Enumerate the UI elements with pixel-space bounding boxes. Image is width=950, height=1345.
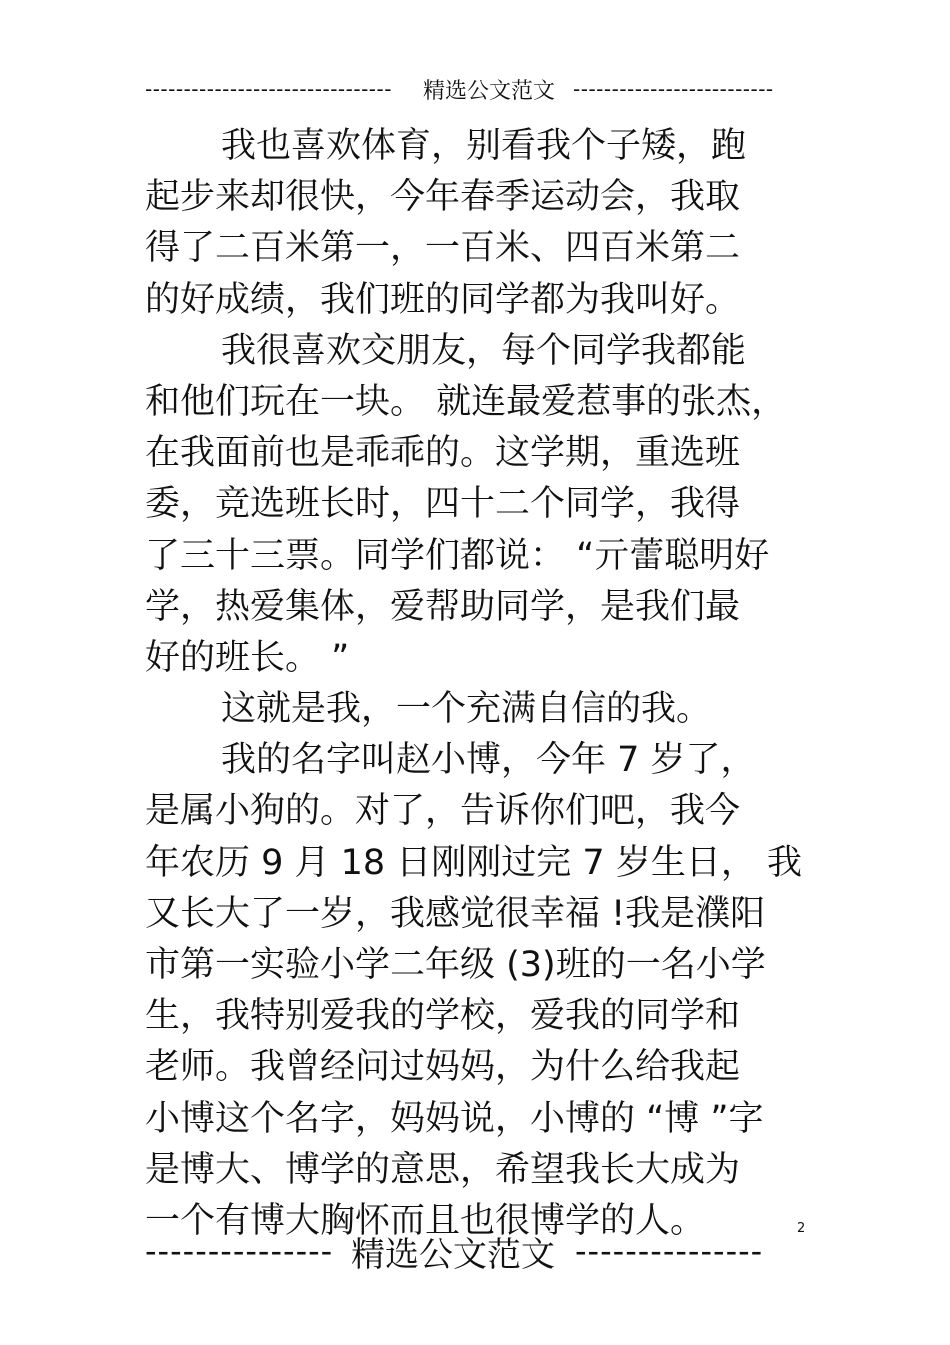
header-dash-right: -------------------------- bbox=[573, 77, 774, 101]
text-line: 我也喜欢体育，别看我个子矮，跑 bbox=[221, 126, 747, 166]
text-line: 委，竞选班长时，四十二个同学，我得 bbox=[145, 484, 741, 525]
header-title: 精选公文范文 bbox=[423, 78, 556, 104]
document-body bbox=[145, 121, 810, 1247]
header-dash-left: -------------------------------- bbox=[145, 77, 392, 101]
text-line: 市第一实验小学二年级 (3)班的一名小学 bbox=[145, 945, 766, 985]
text-line: 一个有博大胸怀而且也很博学的人。 bbox=[145, 1200, 706, 1241]
text-line: 的好成绩，我们班的同学都为我叫好。 bbox=[145, 279, 741, 320]
text-line: 老师。我曾经问过妈妈，为什么给我起 bbox=[145, 1047, 741, 1088]
text-line: 得了二百米第一，一百米、四百米第二 bbox=[145, 228, 741, 269]
text-line: 生，我特别爱我的学校，爱我的同学和 bbox=[145, 996, 741, 1037]
text-line: 我的名字叫赵小博，今年 7 岁了， bbox=[221, 740, 756, 781]
footer-title: 精选公文范文 bbox=[351, 1234, 555, 1275]
text-line: 起步来却很快，今年春季运动会，我取 bbox=[145, 177, 741, 218]
text-line: 在我面前也是乖乖的。这学期，重选班 bbox=[145, 433, 741, 474]
text-line: 了三十三票。同学们都说： “亓蕾聪明好 bbox=[145, 535, 770, 576]
text-line: 这就是我，一个充满自信的我。 bbox=[221, 689, 712, 730]
text-line: 是属小狗的。对了，告诉你们吧，我今 bbox=[145, 791, 741, 832]
text-line: 又长大了一岁，我感觉很幸福 !我是濮阳 bbox=[145, 893, 766, 934]
footer-dash-left: --------------- bbox=[145, 1232, 334, 1270]
text-line: 我很喜欢交朋友，每个同学我都能 bbox=[221, 330, 747, 371]
text-line: 学，热爱集体，爱帮助同学，是我们最 bbox=[145, 586, 741, 627]
text-line: 和他们玩在一块。 就连最爱惹事的张杰， bbox=[145, 381, 787, 422]
text-line: 好的班长。 ” bbox=[145, 637, 350, 678]
page-header bbox=[145, 74, 775, 104]
footer-dash-right: --------------- bbox=[575, 1232, 764, 1270]
text-line: 是博大、博学的意思，希望我长大成为 bbox=[145, 1149, 741, 1190]
text-line: 小博这个名字，妈妈说，小博的 “博 ”字 bbox=[145, 1098, 764, 1139]
text-line: 年农历 9 月 18 日刚刚过完 7 岁生日， 我 bbox=[145, 842, 802, 883]
page-number: 2 bbox=[797, 1221, 806, 1236]
page-footer bbox=[145, 1228, 775, 1274]
